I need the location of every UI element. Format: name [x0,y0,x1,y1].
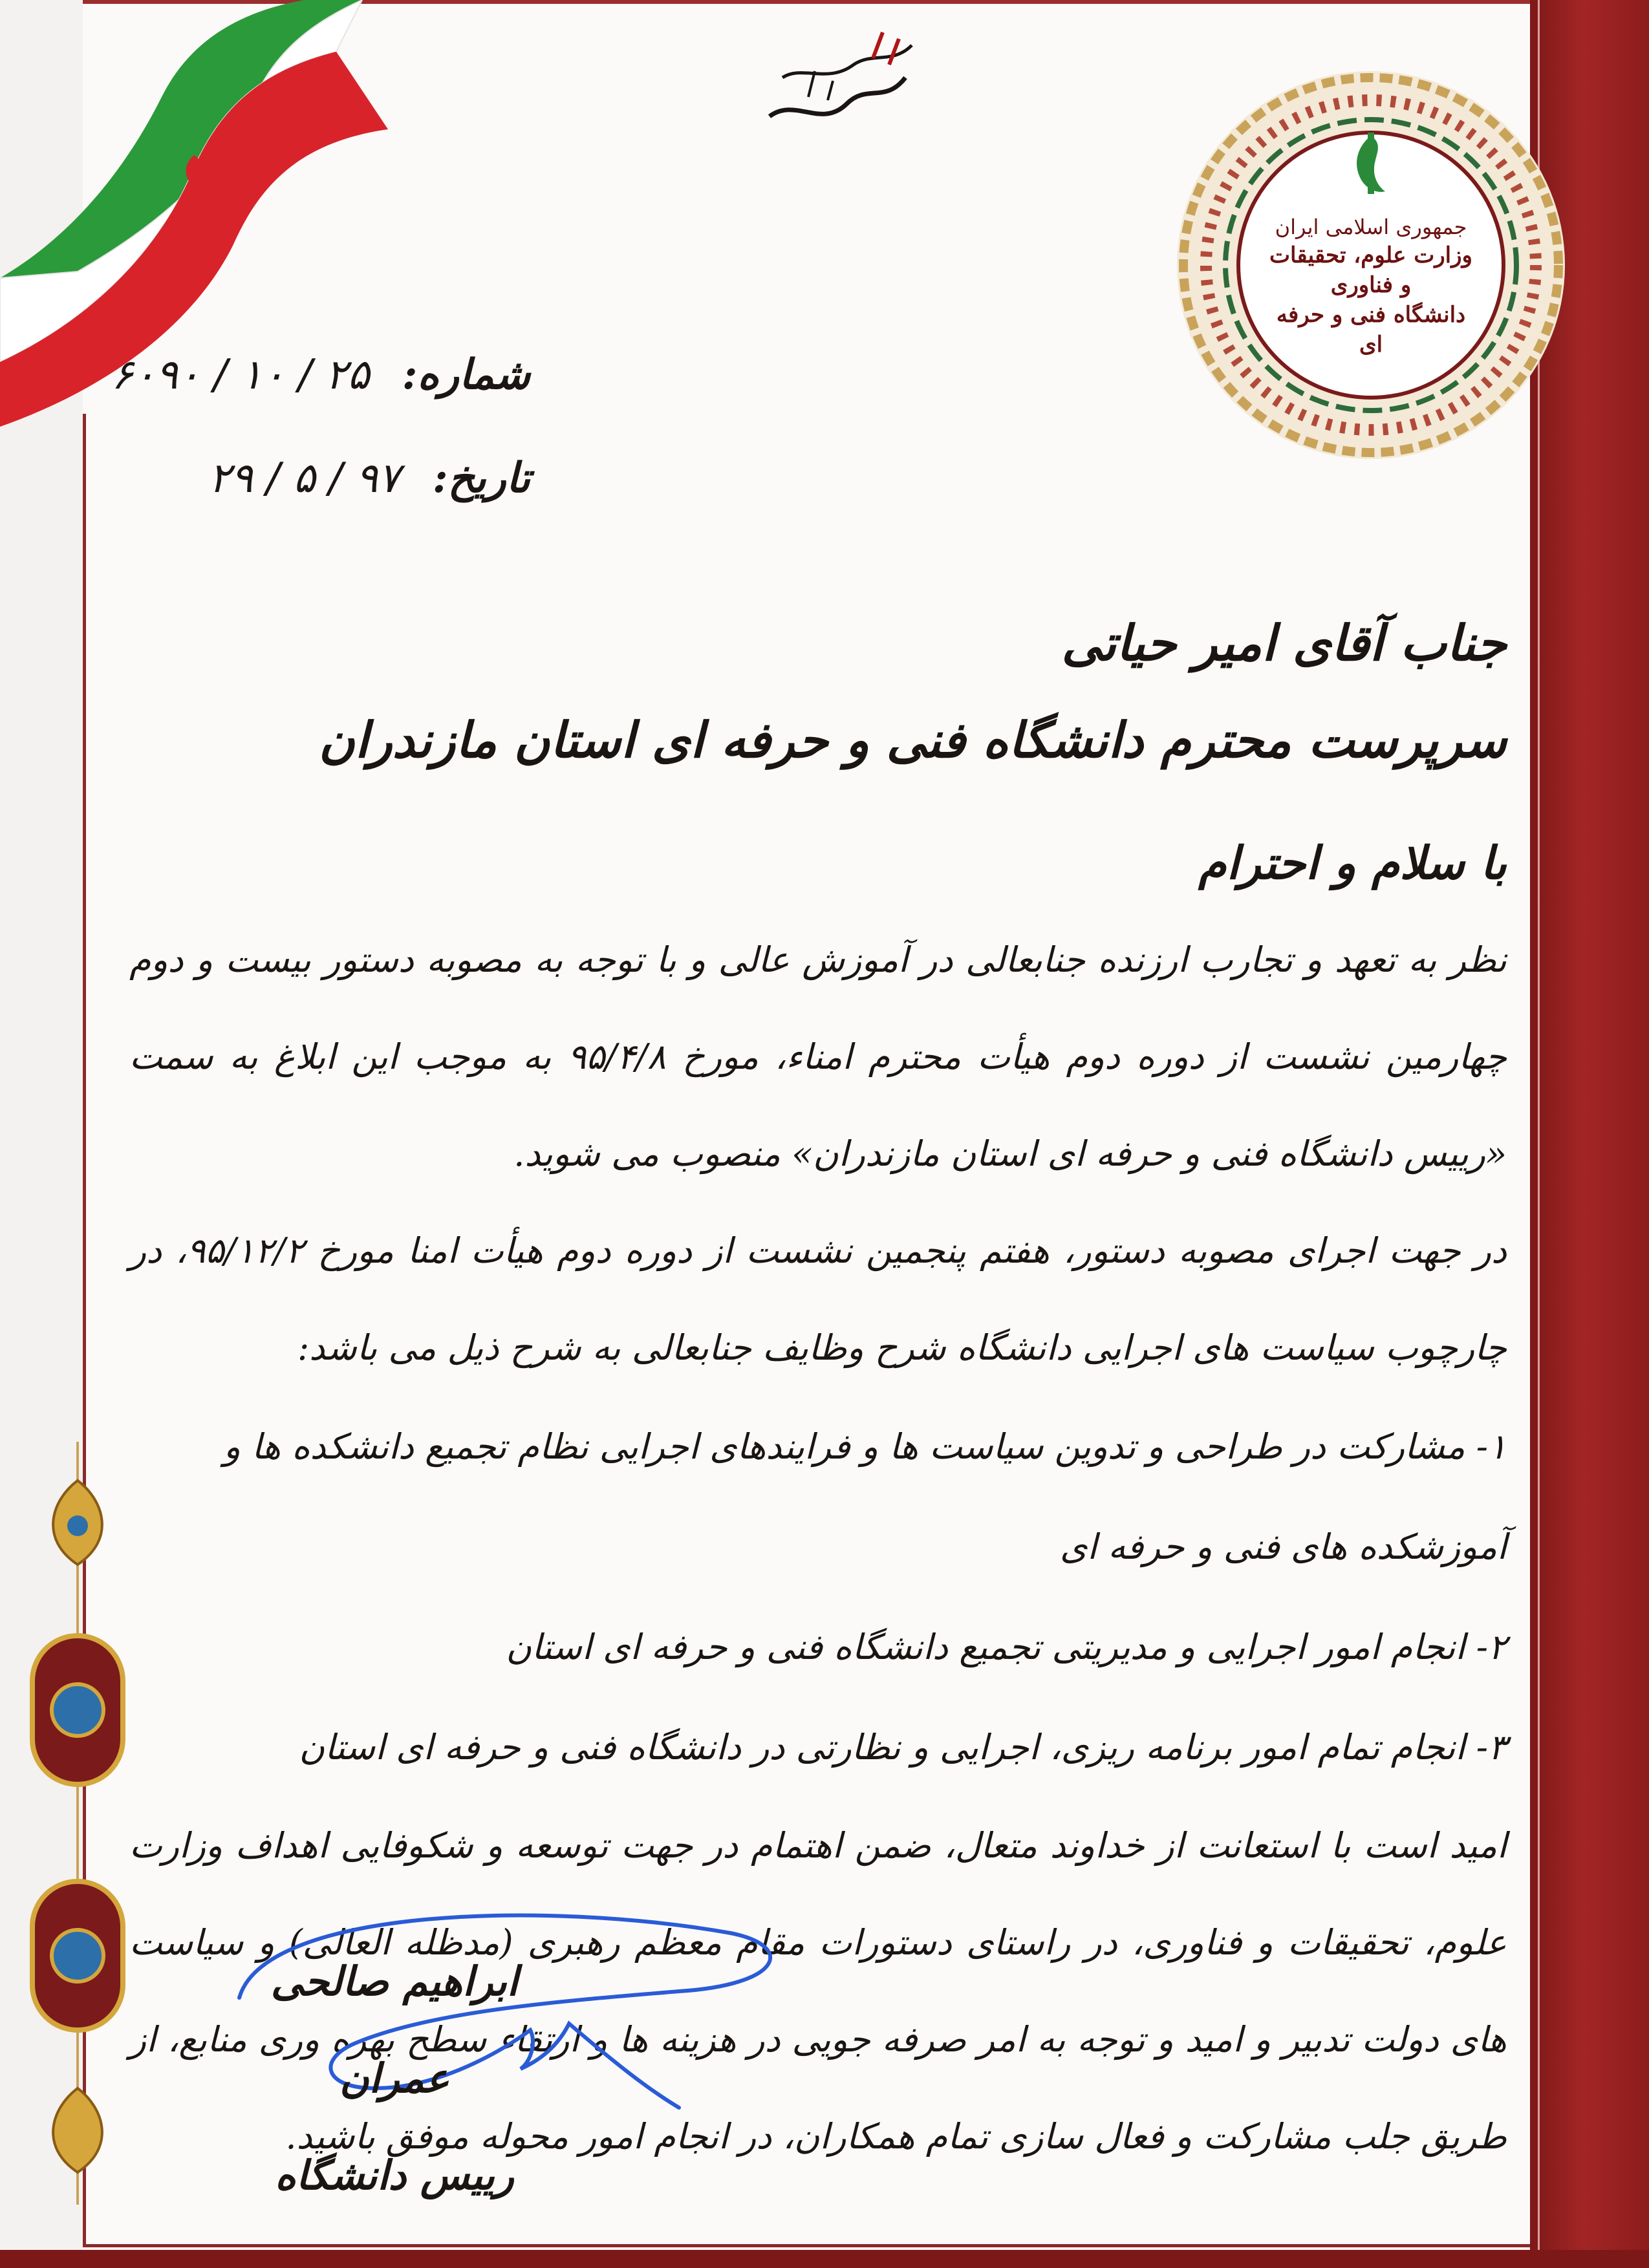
emblem-country: جمهوری اسلامی ایران [1275,215,1467,239]
number-value: ۲۵ / ۱۰ / ۶۰۹۰ [111,351,370,399]
emblem-university: دانشگاه فنی و حرفه ای [1276,301,1466,358]
signature-block [213,1933,576,2224]
duty-item-1: ۱- مشارکت در طراحی و تدوین سیاست ها و فرایندهای اجرایی نظام تجمیع دانشکده ها و آموزشکده های فنی و حرفه ای [223,1426,1507,1567]
signatory-name: ابراهیم صالحی عمران [270,1958,519,2102]
greeting: با سلام و احترام [1198,836,1507,890]
date-value: ۹۷ / ۵ / ۲۹ [208,455,400,502]
appointment-paragraph: نظر به تعهد و تجارب ارزنده جنابعالی در آموزش عالی و با توجه به مصوبه دستور بیست و دوم چهارمین نشست از دوره دوم هیأت محترم امناء، مورخ ۹۵/۴/۸ به موجب این ابلاغ به سمت «رییس دانشگاه فنی و حرفه ای استان مازندران» منصوب می شوید. [129,939,1507,1174]
reference-block [111,323,530,530]
duty-item-2: ۲- انجام امور اجرایی و مدیریتی تجمیع دانشگاه فنی و حرفه ای استان [506,1627,1507,1667]
letter-number-row [111,323,530,427]
recipient-title: سرپرست محترم دانشگاه فنی و حرفه ای استان مازندران [318,711,1507,769]
number-label: شماره: [402,350,530,399]
emblem-ministry: وزارت علوم، تحقیقات و فناوری [1269,242,1472,299]
recipient-name: جناب آقای امیر حیاتی [1061,614,1507,672]
basmala-calligraphy [744,19,938,149]
emblem-caption [1267,213,1474,360]
duty-item-3: ۳- انجام تمام امور برنامه ریزی، اجرایی و نظارتی در دانشگاه فنی و حرفه ای استان [299,1727,1507,1768]
letter-date-row [111,427,530,530]
date-label: تاریخ: [433,454,530,502]
duties-intro-paragraph: در جهت اجرای مصوبه دستور، هفتم پنجمین نشست از دوره دوم هیأت امنا مورخ ۹۵/۱۲/۲، در چارچوب سیاست های اجرایی دانشگاه شرح وظایف جنابعالی به شرح ذیل می باشد: [129,1230,1507,1368]
left-ornament-icon [13,1442,142,2205]
closing-paragraph: امید است با استعانت از خداوند متعال، ضمن اهتمام در جهت توسعه و شکوفایی اهداف وزارت علوم، تحقیقات و فناوری، در راستای دستورات مقام معظم رهبری (مدظله العالی) و سیاست های دولت تدبیر و امید و توجه به امر صرفه جویی در هزینه ها و ارتقاء سطح بهره وری منابع، از طریق جلب مشارکت و فعال سازی تمام همکاران، در انجام امور محوله موفق باشید. [129,1825,1507,2157]
signatory-title: رییس دانشگاه [275,2152,514,2199]
bottom-decorative-band [0,2250,1649,2268]
